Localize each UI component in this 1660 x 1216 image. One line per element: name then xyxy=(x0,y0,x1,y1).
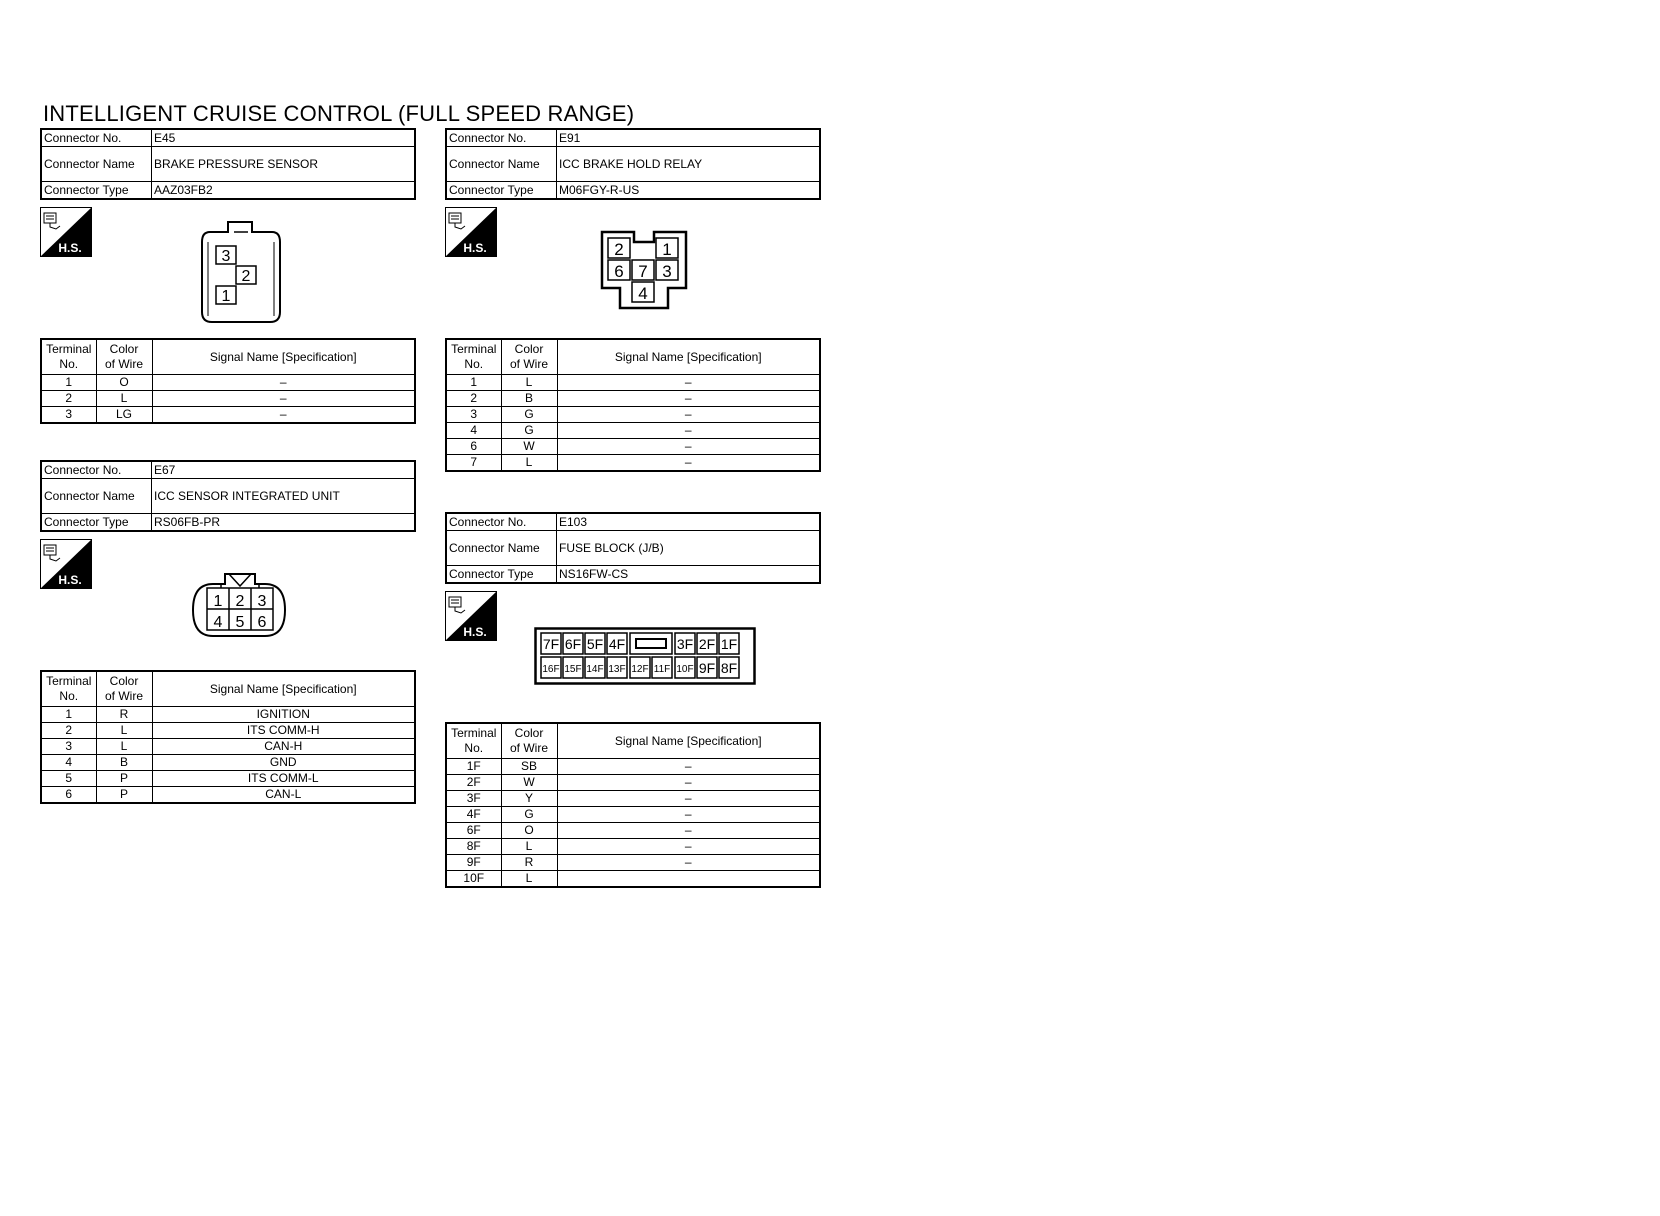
terminal-table-e103 xyxy=(445,722,821,888)
header-text: Terminal xyxy=(451,726,497,740)
header-text: Terminal xyxy=(46,674,92,688)
signal-name-cell: – xyxy=(557,407,820,423)
terminal-no-cell: 3F xyxy=(446,791,501,807)
wire-color-cell: L xyxy=(501,871,557,888)
terminal-no-header xyxy=(446,723,501,759)
terminal-no-cell: 4 xyxy=(446,423,501,439)
pin-label: 7 xyxy=(638,262,648,281)
pin-label: 5F xyxy=(586,636,604,652)
table-row xyxy=(41,723,415,739)
wire-color-cell: L xyxy=(96,391,152,407)
hs-badge-text: H.S. xyxy=(58,241,82,255)
connector-e45-diagram xyxy=(198,218,284,326)
signal-name-cell: – xyxy=(557,455,820,472)
signal-name-cell: – xyxy=(557,807,820,823)
pin-label: 15F xyxy=(564,664,582,675)
terminal-no-cell: 2 xyxy=(446,391,501,407)
connector-e67-header xyxy=(40,460,416,532)
signal-name-cell: – xyxy=(152,407,415,424)
connector-name-label: Connector Name xyxy=(41,147,152,182)
harness-side-icon xyxy=(445,207,497,257)
header-text: of Wire xyxy=(104,357,143,371)
signal-name-header: Signal Name [Specification] xyxy=(557,723,820,759)
signal-name-cell: – xyxy=(557,823,820,839)
signal-name-cell: – xyxy=(152,391,415,407)
connector-type-value: RS06FB-PR xyxy=(152,514,416,532)
wire-color-cell: L xyxy=(501,455,557,472)
color-of-wire-header xyxy=(96,339,152,375)
terminal-no-cell: 10F xyxy=(446,871,501,888)
pin-label: 16F xyxy=(542,664,560,675)
header-text: No. xyxy=(464,741,484,755)
connector-no-value: E103 xyxy=(557,513,821,531)
table-row xyxy=(446,423,820,439)
terminal-table-e67 xyxy=(40,670,416,804)
pin-label: 10F xyxy=(676,664,694,675)
table-row xyxy=(41,391,415,407)
wire-color-cell: O xyxy=(96,375,152,391)
table-row xyxy=(446,455,820,472)
header-text: Color xyxy=(514,726,544,740)
signal-name-cell: – xyxy=(152,375,415,391)
signal-name-cell: – xyxy=(557,791,820,807)
wire-color-cell: L xyxy=(96,723,152,739)
wire-color-cell: G xyxy=(501,807,557,823)
connector-type-label: Connector Type xyxy=(41,514,152,532)
pin-label: 3 xyxy=(257,593,267,610)
signal-name-cell: ITS COMM-H xyxy=(152,723,415,739)
signal-name-cell: – xyxy=(557,375,820,391)
terminal-no-cell: 8F xyxy=(446,839,501,855)
terminal-no-cell: 1 xyxy=(41,707,96,723)
connector-no-label: Connector No. xyxy=(41,461,152,479)
table-row xyxy=(41,707,415,723)
signal-name-cell: – xyxy=(557,423,820,439)
pin-label: 3F xyxy=(676,636,694,652)
pin-label: 5 xyxy=(235,614,245,631)
connector-no-value: E45 xyxy=(152,129,416,147)
signal-name-cell xyxy=(557,871,820,888)
table-row xyxy=(446,871,820,888)
header-text: Color xyxy=(109,342,139,356)
table-row xyxy=(446,775,820,791)
table-row xyxy=(446,439,820,455)
pin-label: 4 xyxy=(638,284,648,303)
connector-type-value: AAZ03FB2 xyxy=(152,182,416,200)
connector-type-label: Connector Type xyxy=(41,182,152,200)
color-of-wire-header xyxy=(96,671,152,707)
terminal-no-cell: 1 xyxy=(41,375,96,391)
connector-name-value: FUSE BLOCK (J/B) xyxy=(557,531,821,566)
signal-name-header: Signal Name [Specification] xyxy=(557,339,820,375)
header-text: of Wire xyxy=(104,689,143,703)
signal-name-cell: CAN-L xyxy=(152,787,415,804)
connector-type-value: M06FGY-R-US xyxy=(557,182,821,200)
wire-color-cell: W xyxy=(501,439,557,455)
signal-name-cell: GND xyxy=(152,755,415,771)
wire-color-cell: R xyxy=(96,707,152,723)
wire-color-cell: SB xyxy=(501,759,557,775)
terminal-no-cell: 4F xyxy=(446,807,501,823)
page-title: INTELLIGENT CRUISE CONTROL (FULL SPEED RANGE) xyxy=(43,101,635,126)
table-row xyxy=(41,407,415,424)
table-row xyxy=(41,375,415,391)
terminal-no-cell: 9F xyxy=(446,855,501,871)
wire-color-cell: G xyxy=(501,407,557,423)
signal-name-cell: ITS COMM-L xyxy=(152,771,415,787)
table-row xyxy=(446,375,820,391)
signal-name-cell: – xyxy=(557,439,820,455)
connector-no-label: Connector No. xyxy=(446,513,557,531)
hs-badge-text: H.S. xyxy=(463,625,487,639)
signal-name-cell: IGNITION xyxy=(152,707,415,723)
pin-label: 13F xyxy=(608,664,626,675)
pin-label: 12F xyxy=(631,664,649,675)
signal-name-cell: CAN-H xyxy=(152,739,415,755)
pin-label: 1 xyxy=(221,288,231,305)
wire-color-cell: Y xyxy=(501,791,557,807)
table-row xyxy=(446,823,820,839)
header-text: Terminal xyxy=(451,342,497,356)
pin-label: 2 xyxy=(614,240,624,259)
connector-name-label: Connector Name xyxy=(446,531,557,566)
terminal-table-e45 xyxy=(40,338,416,424)
header-text: of Wire xyxy=(509,357,548,371)
table-row xyxy=(446,807,820,823)
wire-color-cell: G xyxy=(501,423,557,439)
terminal-table-e91 xyxy=(445,338,821,472)
terminal-no-header xyxy=(446,339,501,375)
connector-e91-header xyxy=(445,128,821,200)
pin-label: 9F xyxy=(698,660,716,676)
wire-color-cell: P xyxy=(96,771,152,787)
connector-type-label: Connector Type xyxy=(446,566,557,584)
table-row xyxy=(41,787,415,804)
connector-name-value: ICC BRAKE HOLD RELAY xyxy=(557,147,821,182)
connector-no-label: Connector No. xyxy=(41,129,152,147)
connector-e91-diagram xyxy=(600,230,690,312)
wire-color-cell: P xyxy=(96,787,152,804)
pin-label: 2F xyxy=(698,636,716,652)
connector-name-label: Connector Name xyxy=(446,147,557,182)
connector-name-value: BRAKE PRESSURE SENSOR xyxy=(152,147,416,182)
pin-label: 6 xyxy=(614,262,624,281)
signal-name-cell: – xyxy=(557,839,820,855)
pin-label: 2 xyxy=(241,268,251,285)
harness-side-icon xyxy=(40,207,92,257)
wire-color-cell: L xyxy=(501,375,557,391)
terminal-no-cell: 3 xyxy=(446,407,501,423)
connector-e103-header xyxy=(445,512,821,584)
hs-badge-text: H.S. xyxy=(463,241,487,255)
wire-color-cell: B xyxy=(501,391,557,407)
signal-name-cell: – xyxy=(557,775,820,791)
terminal-no-cell: 6F xyxy=(446,823,501,839)
terminal-no-cell: 2 xyxy=(41,391,96,407)
header-text: No. xyxy=(464,357,484,371)
harness-side-icon xyxy=(40,539,92,589)
pin-label: 1F xyxy=(720,636,738,652)
pin-label: 4F xyxy=(608,636,626,652)
table-row xyxy=(41,755,415,771)
header-text: Terminal xyxy=(46,342,92,356)
connector-no-label: Connector No. xyxy=(446,129,557,147)
wire-color-cell: O xyxy=(501,823,557,839)
header-text: No. xyxy=(59,357,79,371)
connector-no-value: E91 xyxy=(557,129,821,147)
header-text: Color xyxy=(514,342,544,356)
wire-color-cell: B xyxy=(96,755,152,771)
terminal-no-cell: 4 xyxy=(41,755,96,771)
wire-color-cell: W xyxy=(501,775,557,791)
connector-e45-header xyxy=(40,128,416,200)
connector-type-label: Connector Type xyxy=(446,182,557,200)
connector-e103-diagram xyxy=(534,627,756,685)
header-text: of Wire xyxy=(509,741,548,755)
signal-name-cell: – xyxy=(557,759,820,775)
header-text: No. xyxy=(59,689,79,703)
table-row xyxy=(446,407,820,423)
pin-label: 6 xyxy=(257,614,267,631)
terminal-no-cell: 5 xyxy=(41,771,96,787)
terminal-no-cell: 3 xyxy=(41,407,96,424)
table-row xyxy=(446,839,820,855)
connector-e67-diagram xyxy=(191,570,289,640)
terminal-no-cell: 6 xyxy=(41,787,96,804)
terminal-no-cell: 3 xyxy=(41,739,96,755)
terminal-no-cell: 2F xyxy=(446,775,501,791)
table-row xyxy=(41,739,415,755)
terminal-no-header xyxy=(41,339,96,375)
pin-label: 3 xyxy=(662,262,672,281)
harness-side-icon xyxy=(445,591,497,641)
table-row xyxy=(446,855,820,871)
wire-color-cell: LG xyxy=(96,407,152,424)
signal-name-header: Signal Name [Specification] xyxy=(152,339,415,375)
connector-name-value: ICC SENSOR INTEGRATED UNIT xyxy=(152,479,416,514)
color-of-wire-header xyxy=(501,723,557,759)
color-of-wire-header xyxy=(501,339,557,375)
signal-name-cell: – xyxy=(557,391,820,407)
wire-color-cell: R xyxy=(501,855,557,871)
terminal-no-cell: 7 xyxy=(446,455,501,472)
table-row xyxy=(446,391,820,407)
terminal-no-cell: 6 xyxy=(446,439,501,455)
terminal-no-cell: 2 xyxy=(41,723,96,739)
pin-label: 6F xyxy=(564,636,582,652)
connector-type-value: NS16FW-CS xyxy=(557,566,821,584)
terminal-no-cell: 1 xyxy=(446,375,501,391)
terminal-no-header xyxy=(41,671,96,707)
signal-name-cell: – xyxy=(557,855,820,871)
pin-label: 1 xyxy=(662,240,672,259)
wire-color-cell: L xyxy=(501,839,557,855)
hs-badge-text: H.S. xyxy=(58,573,82,587)
pin-label: 7F xyxy=(542,636,560,652)
pin-label: 14F xyxy=(586,664,604,675)
header-text: Color xyxy=(109,674,139,688)
wire-color-cell: L xyxy=(96,739,152,755)
table-row xyxy=(446,759,820,775)
terminal-no-cell: 1F xyxy=(446,759,501,775)
signal-name-header: Signal Name [Specification] xyxy=(152,671,415,707)
connector-name-label: Connector Name xyxy=(41,479,152,514)
pin-label: 8F xyxy=(720,660,738,676)
table-row xyxy=(446,791,820,807)
pin-label: 3 xyxy=(221,248,231,265)
pin-label: 4 xyxy=(213,614,223,631)
pin-label: 1 xyxy=(213,593,223,610)
table-row xyxy=(41,771,415,787)
pin-label: 2 xyxy=(235,593,245,610)
pin-label: 11F xyxy=(653,664,671,675)
connector-no-value: E67 xyxy=(152,461,416,479)
